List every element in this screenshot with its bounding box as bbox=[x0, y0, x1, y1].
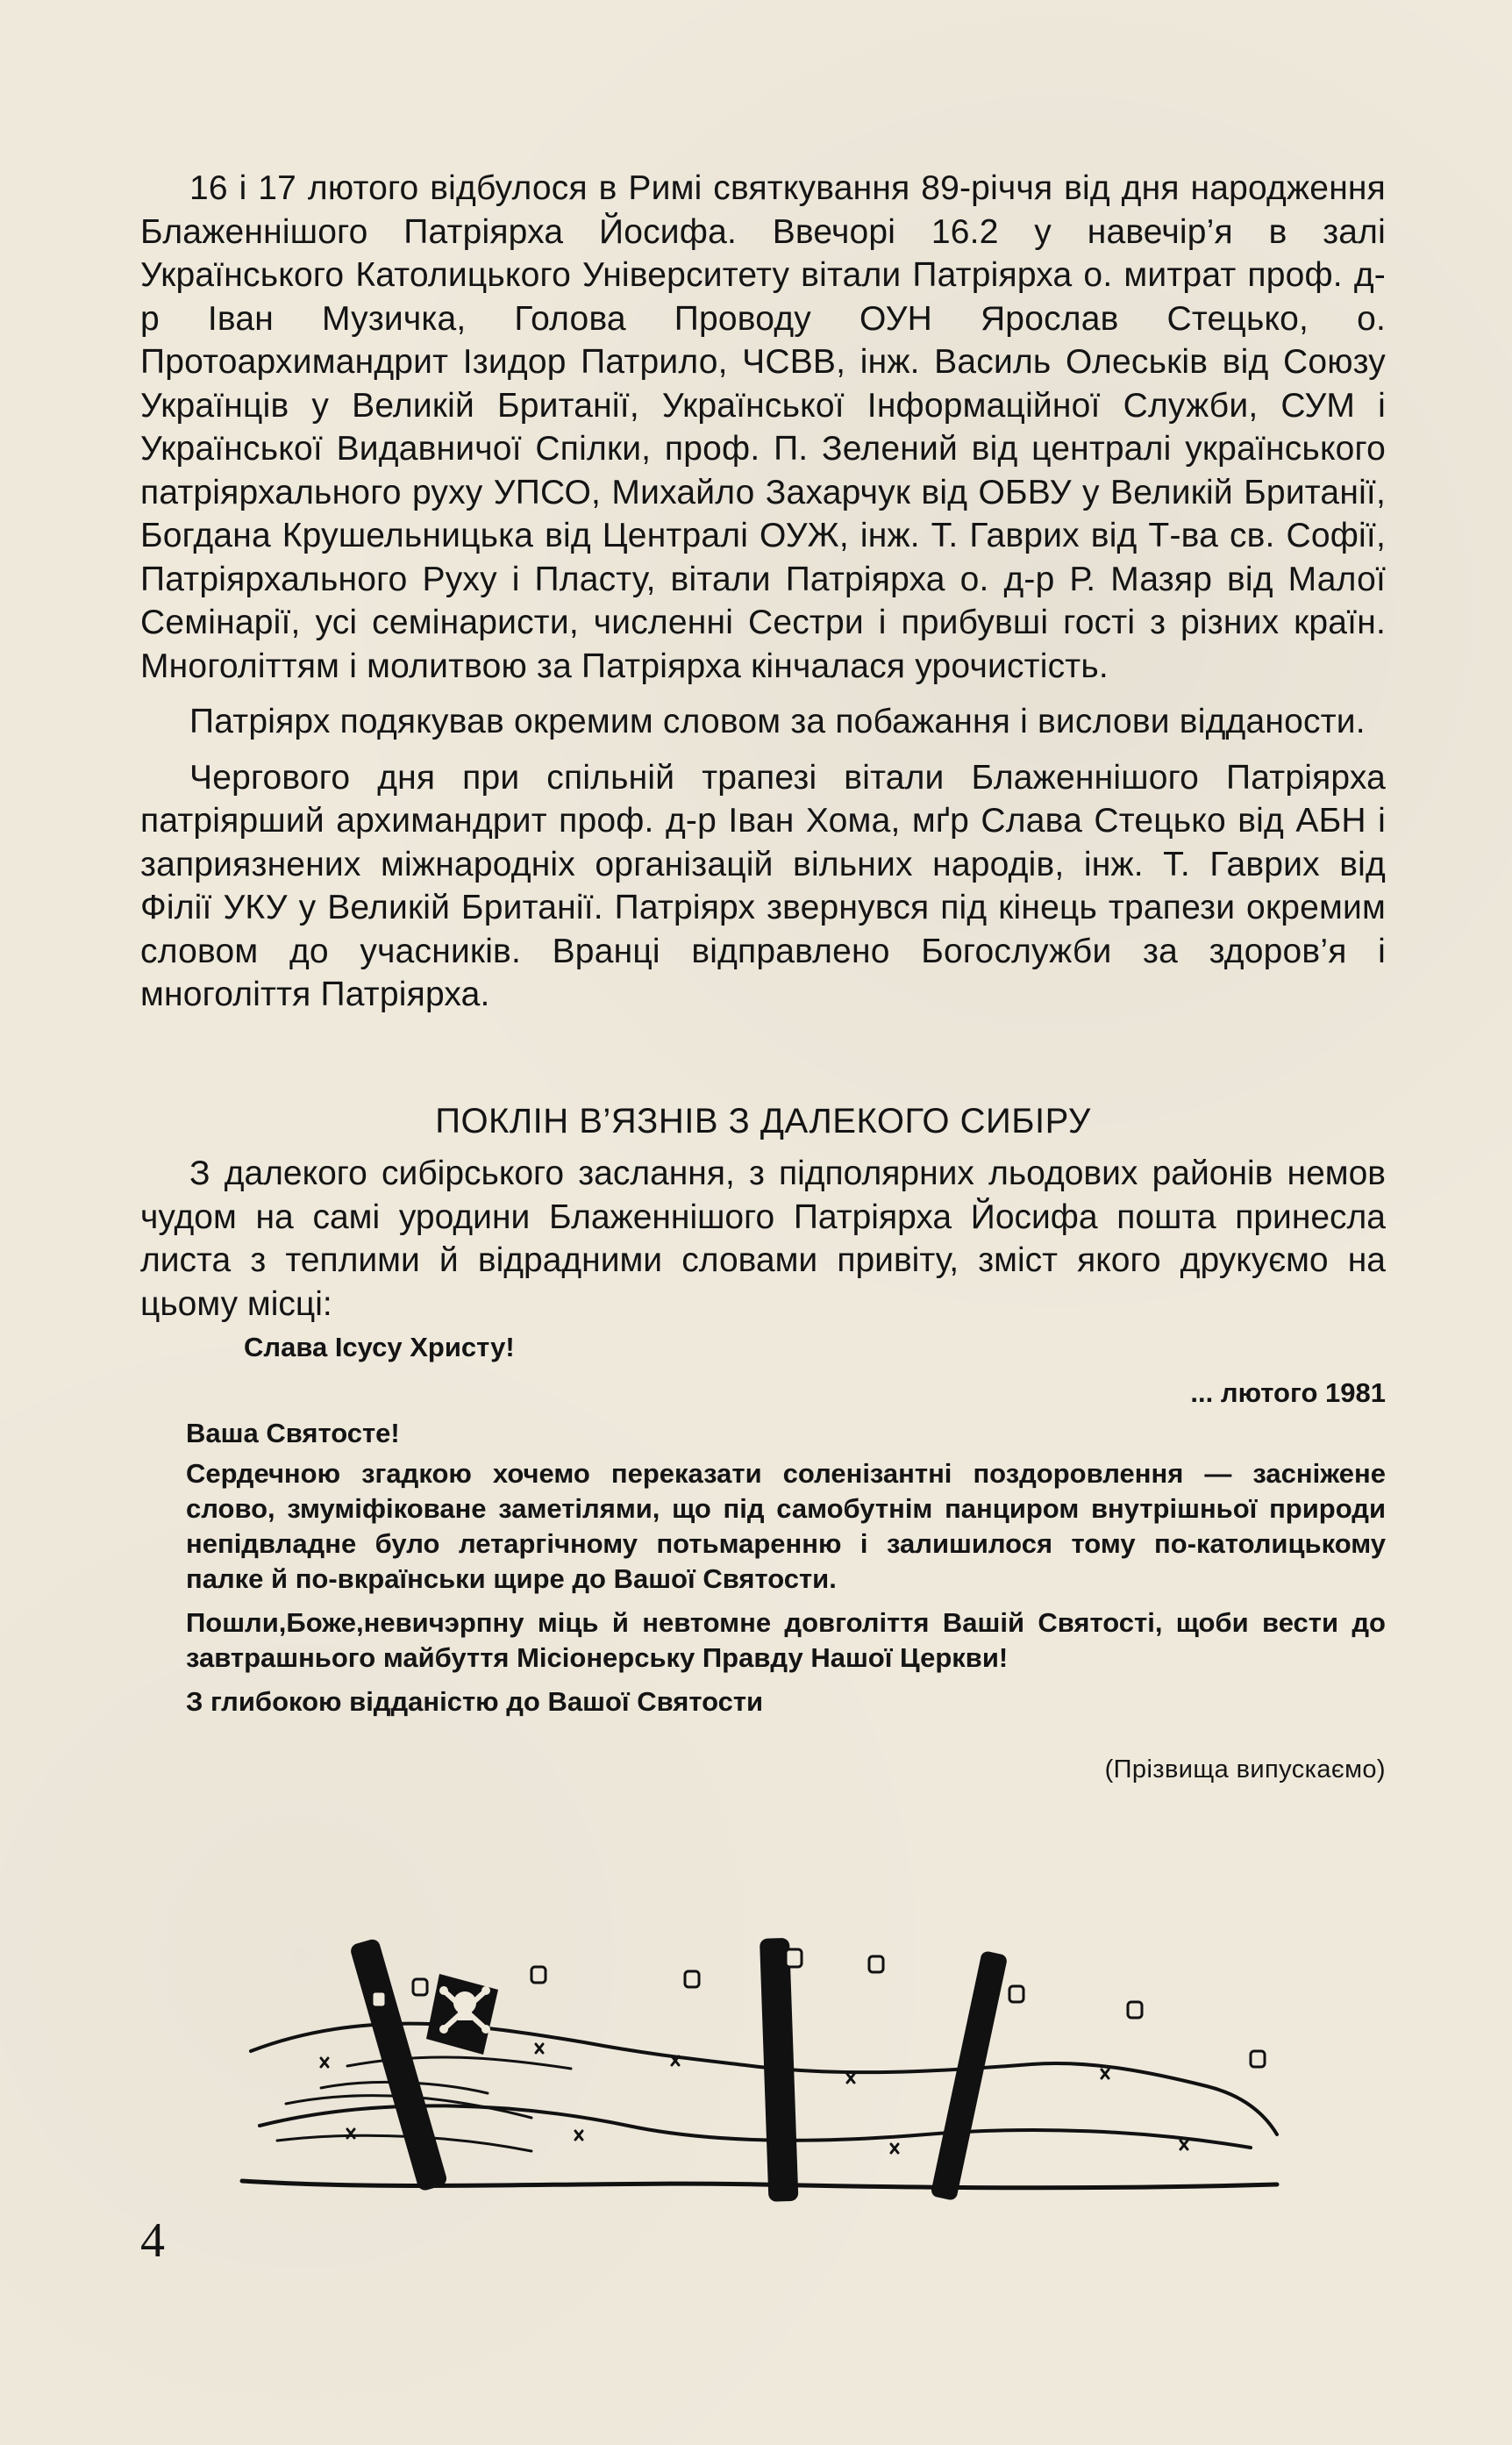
letter-body-paragraph: Сердечною згадкою хочемо переказати соленізантні поздоровлення — засніжене слово, змуміфіковане заметілями, що під самобутнім панциром внутрішньої природи непідвладне було летаргічному потьмаренню і залишилося тому по-католицькому палке й по-вкраїнськи щире до Вашої Святости. bbox=[186, 1458, 1386, 1594]
letter-closing: З глибокою відданістю до Вашої Святости bbox=[186, 1686, 764, 1717]
paragraph-next-day: Чергового дня при спільній трапезі вітали Блаженнішого Патріярха патріярший архимандрит проф. д-р Іван Хома, мґр Слава Стецько від АБН і заприязнених міжнародніх організацій вільних народів, інж. Т. Гаврих від Філії УКУ у Великій Британії. Патріярх звернувся під кінець трапези окремим словом до учасників. Вранці відправлено Богослужби за здоров’я і многоліття Патріярха. bbox=[140, 758, 1386, 1013]
letter-salutation: Ваша Святосте! bbox=[186, 1418, 400, 1448]
surnames-note: (Прізвища випускаємо) bbox=[1104, 1755, 1386, 1784]
letter-date: ... лютого 1981 bbox=[1190, 1377, 1386, 1408]
page-number: 4 bbox=[140, 2213, 165, 2268]
paragraph-thanks: Патріярх подякував окремим словом за побажання і вислови відданости. bbox=[189, 703, 1366, 740]
letter-introduction: З далекого сибірського заслання, з підполярних льодових районів немов чудом на самі уродини Блаженнішого Патріярха Йосифа пошта принесла листа з теплими й відрадними словами привіту, зміст якого друкуємо на цьому місці: bbox=[140, 1155, 1386, 1323]
barbed-wire-fence-with-skull-sign-illustration bbox=[216, 1911, 1298, 2216]
letter-body-paragraph: Пошли,Боже,невичэрпну міць й невтомне довголіття Вашій Святості, щоби вести до завтрашнього майбуття Місіонерську Правду Нашої Церкви! bbox=[186, 1607, 1386, 1673]
letter-greeting: Слава Ісусу Христу! bbox=[244, 1332, 515, 1362]
article-body bbox=[140, 167, 1386, 1029]
section-heading: ПОКЛІН В’ЯЗНІВ З ДАЛЕКОГО СИБІРУ bbox=[435, 1102, 1091, 1140]
letter-text bbox=[186, 1330, 1386, 1719]
paragraph-celebration: 16 і 17 лютого відбулося в Римі святкування 89-річчя від дня народження Блаженнішого Патріярха Йосифа. Ввечорі 16.2 у навечір’я в залі Українського Католицького Університету вітали Патріярха о. митрат проф. д-р Іван Музичка, Голова Проводу ОУН Ярослав Стецько, о. Протоархимандрит Ізидор Патрило, ЧСВВ, інж. Василь Олеськів від Союзу Українців у Великій Британії, Української Інформаційної Служби, СУМ і Української Видавничої Спілки, проф. П. Зелений від централі українського патріярхального руху УПСО, Михайло Захарчук від ОБВУ у Великій Британії, Богдана Крушельницька від Централі ОУЖ, інж. Т. Гаврих від Т-ва св. Софії, Патріярхального Руху і Пласту, вітали Патріярха о. д-р Р. Мазяр від Малої Семінарії, усі семінаристи, численні Сестри і прибувші гості з різних країн. Многоліттям і молитвою за Патріярха кінчалася урочистість. bbox=[140, 169, 1386, 685]
